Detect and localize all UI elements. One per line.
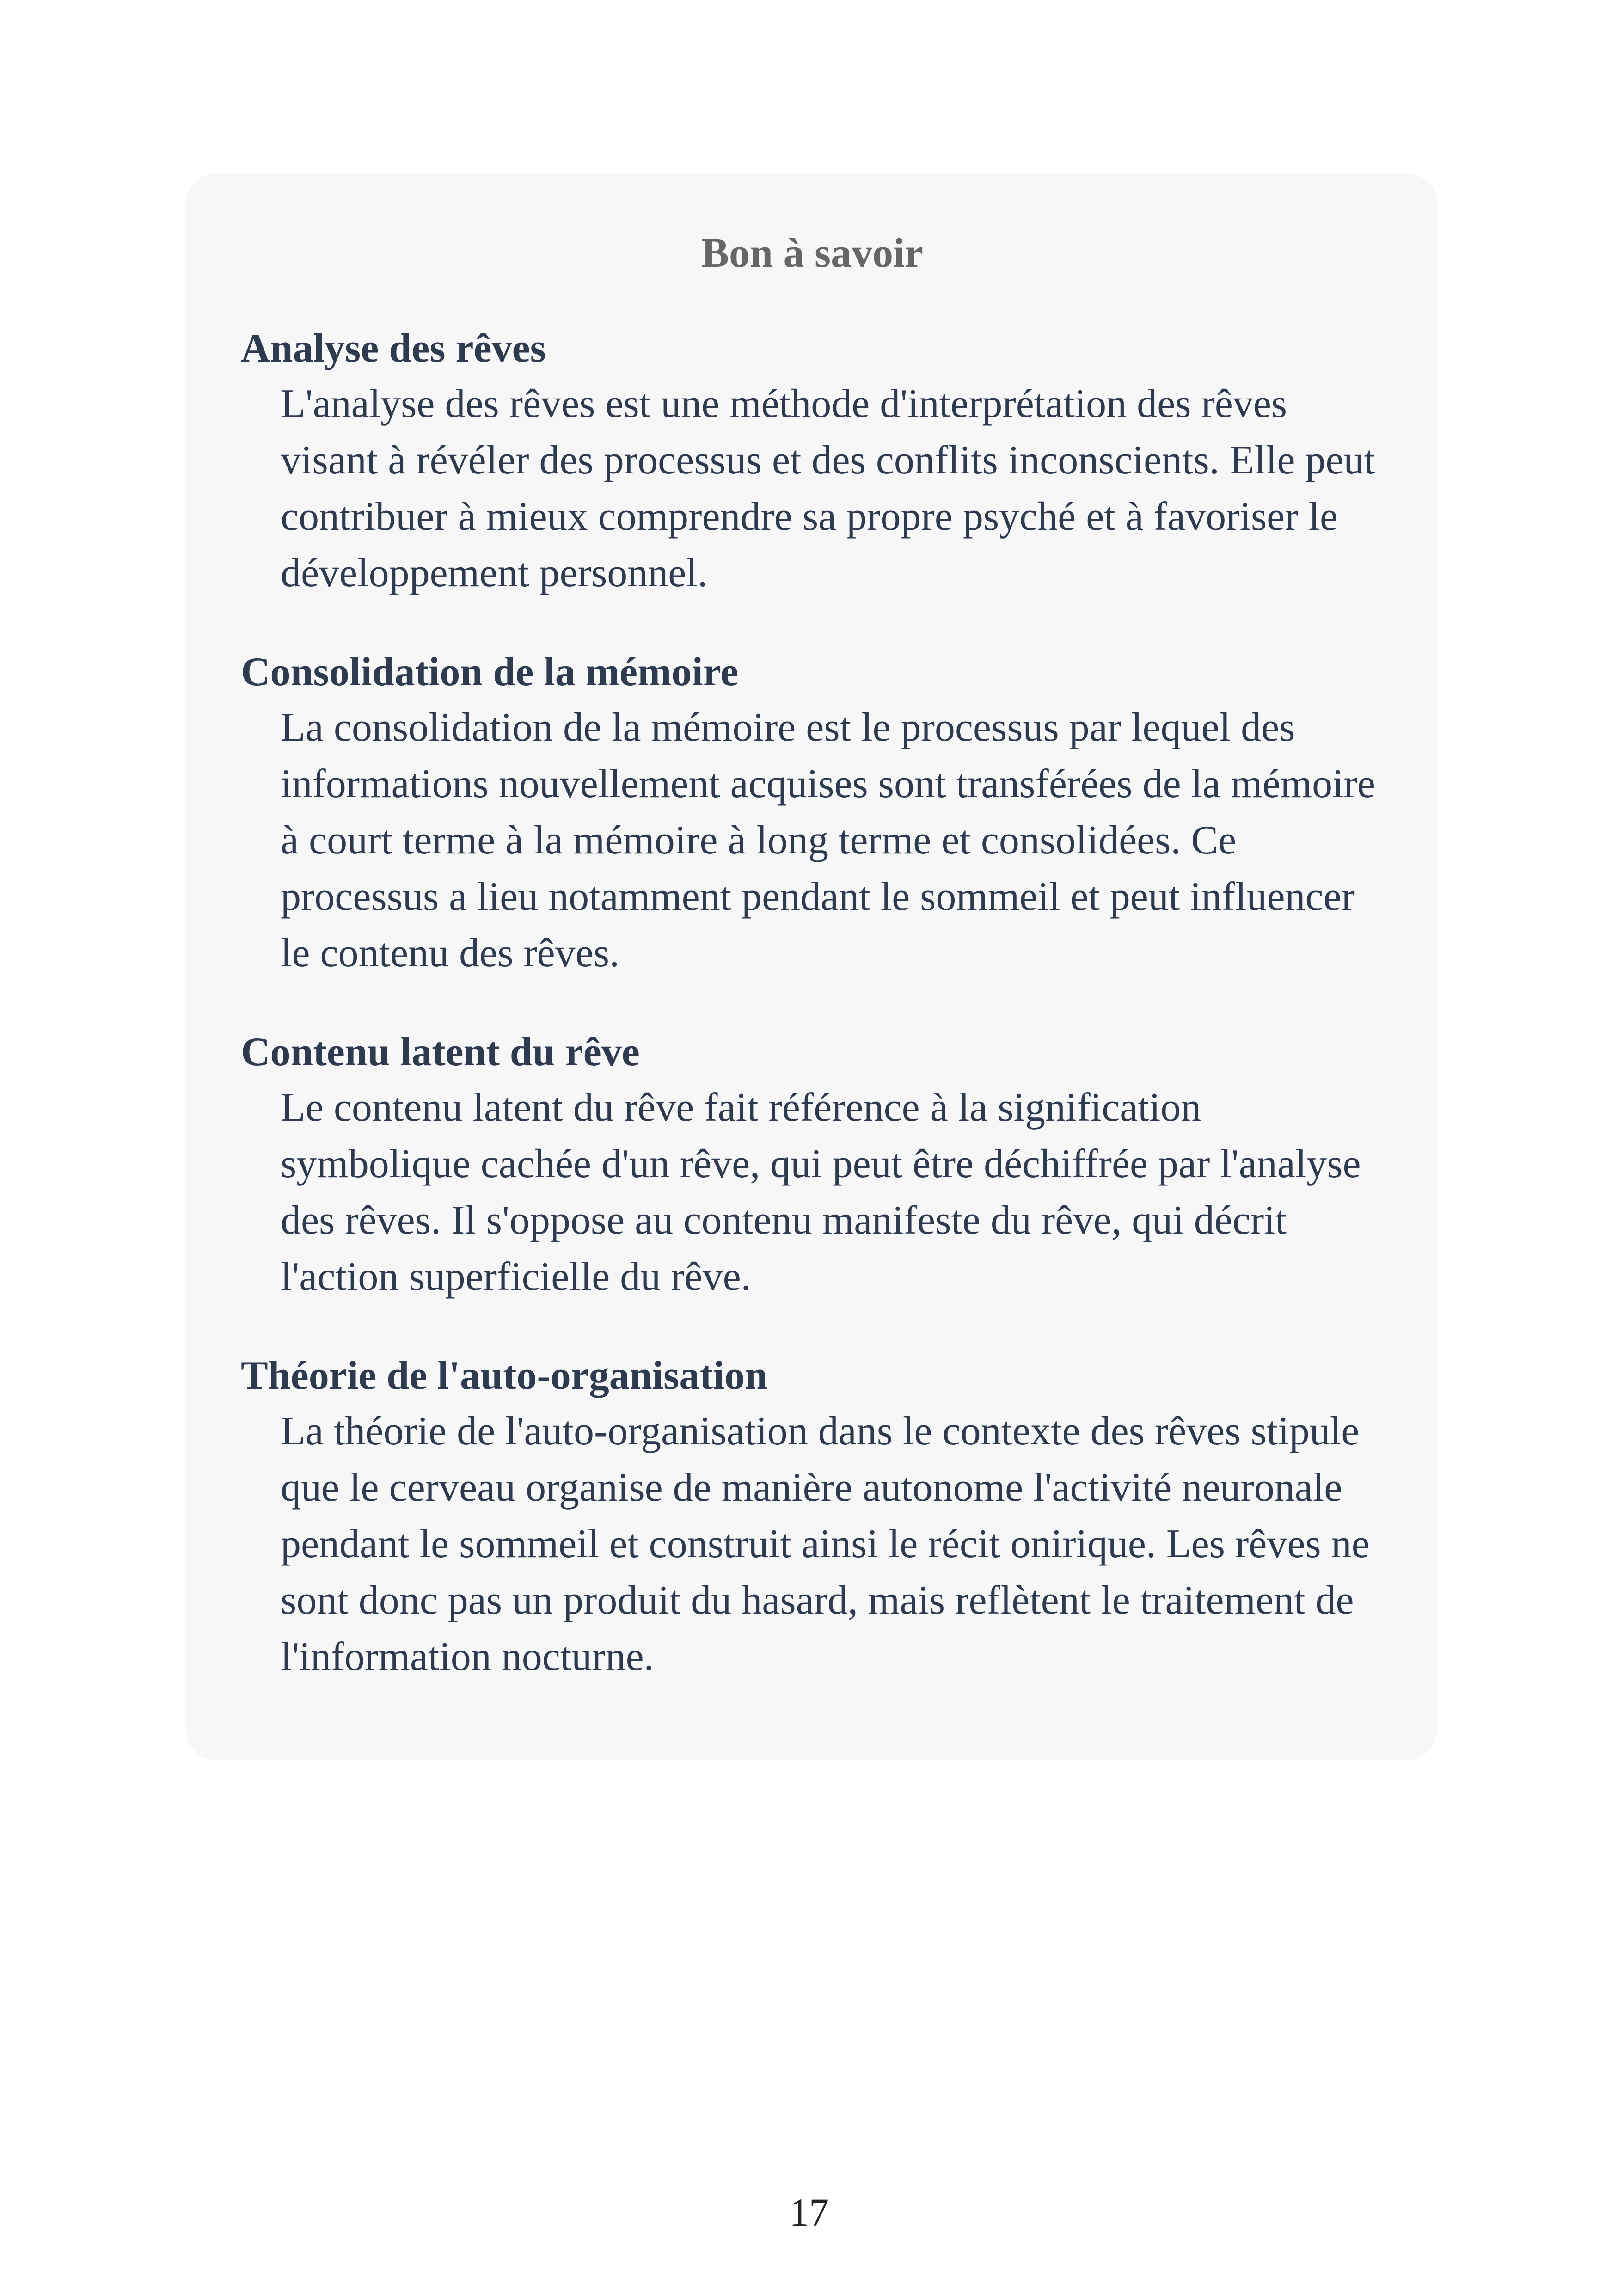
- term-heading: Théorie de l'auto-organisation: [241, 1353, 768, 1398]
- term-heading: Consolidation de la mémoire: [241, 650, 739, 694]
- term-definition: La consolidation de la mémoire est le processus par lequel des informations nouvellement acquises sont transférées de la mémoire à court terme à la mémoire à long terme et consolidées. Ce processus a lieu notamment pendant le sommeil et peut influencer le contenu des rêves.: [281, 705, 1375, 976]
- page-number: 17: [789, 2190, 829, 2235]
- term-heading: Analyse des rêves: [241, 326, 546, 371]
- box-title: Bon à savoir: [701, 230, 924, 276]
- term-definition: La théorie de l'auto-organisation dans le contexte des rêves stipule que le cerveau organise de manière autonome l'activité neuronale pendant le sommeil et construit ainsi le récit onirique. Les rêves ne sont donc pas un produit du hasard, mais reflètent le traitement de l'information nocturne.: [281, 1409, 1370, 1679]
- term-heading: Contenu latent du rêve: [241, 1030, 640, 1074]
- term-theorie-auto-organisation: [241, 1349, 1384, 1685]
- info-box: [186, 173, 1437, 1760]
- term-contenu-latent-du-reve: [241, 1025, 1384, 1305]
- term-definition: Le contenu latent du rêve fait référence à la signification symbolique cachée d'un rêve, qui peut être déchiffrée par l'analyse des rêves. Il s'oppose au contenu manifeste du rêve, qui décrit l'action superficielle du rêve.: [281, 1085, 1361, 1299]
- term-definition: L'analyse des rêves est une méthode d'interprétation des rêves visant à révéler des processus et des conflits inconscients. Elle peut contribuer à mieux comprendre sa propre psyché et à favoriser le développement personnel.: [281, 381, 1375, 595]
- term-analyse-des-reves: [241, 321, 1384, 602]
- term-consolidation-de-la-memoire: [241, 645, 1384, 982]
